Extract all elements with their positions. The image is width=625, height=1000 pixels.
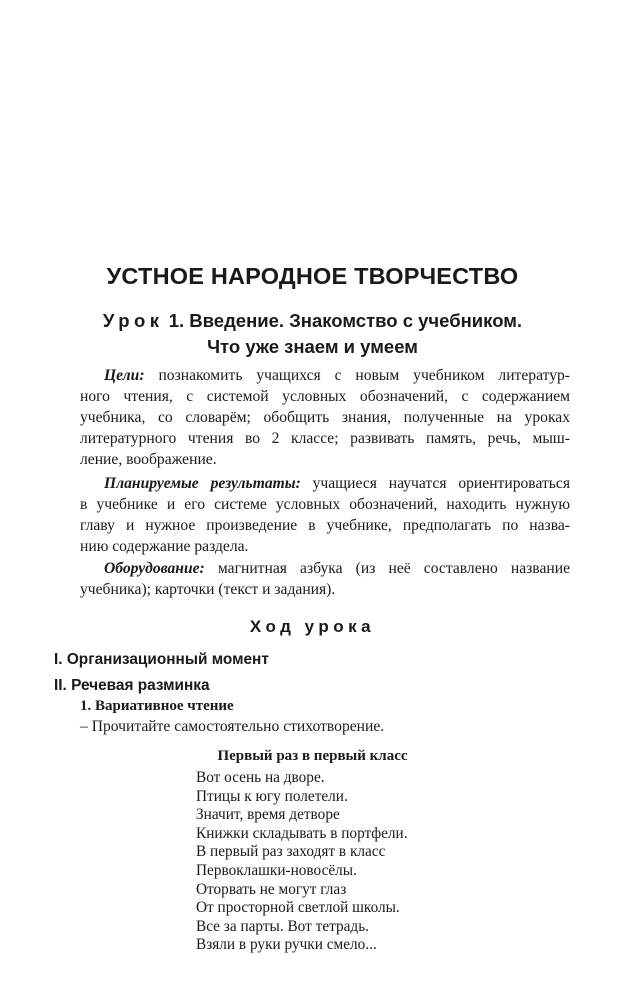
lesson-number-title: 1. Введение. Знакомство с учебником. — [168, 310, 523, 331]
course-heading: Ход урока — [249, 617, 376, 636]
poem-line: Значит, время детворе — [196, 806, 340, 824]
poem-line: Вот осень на дворе. — [196, 769, 325, 786]
poem-line: Все за парты. Вот тетрадь. — [196, 917, 370, 935]
instruction-text: – Прочитайте самостоятельно стихотворение. — [80, 718, 385, 735]
goals-label: Цели: — [104, 367, 145, 384]
stage-2-heading: II. Речевая разминка — [54, 677, 210, 694]
lesson-title-line1 — [0, 308, 625, 334]
lesson-title — [0, 308, 625, 360]
results-line: нию содержание раздела. — [80, 538, 249, 555]
poem-line: Оторвать не могут глаз — [196, 880, 347, 898]
equipment-line: учебника); карточки (текст и задания). — [80, 581, 336, 598]
poem-line: Первоклашки-новосёлы. — [196, 861, 357, 879]
poem-line: Взяли в руки ручки смело... — [196, 936, 377, 954]
results-paragraph — [80, 473, 570, 557]
poem — [196, 769, 408, 955]
goals-line: литературного чтения во 2 классе; развивать память, речь, мыш- — [80, 430, 570, 447]
equipment-paragraph — [80, 558, 570, 600]
poem-title: Первый раз в первый класс — [217, 748, 408, 764]
poem-line: От просторной светлой школы. — [196, 899, 400, 917]
results-line: Планируемые результаты: учащиеся научатся ориентироваться — [104, 475, 570, 492]
goals-line: учебника, со словарём; обобщить знания, полученные на уроках — [80, 409, 570, 426]
lesson-subtitle: Что уже знаем и умеем — [207, 336, 418, 357]
goals-line: ление, воображение. — [80, 451, 217, 468]
equipment-label: Оборудование: — [104, 560, 205, 577]
poem-line: Книжки складывать в портфели. — [196, 824, 408, 842]
poem-line: Птицы к югу полетели. — [196, 787, 348, 805]
goals-line: ного чтения, с системой условных обозначений, с содержанием — [80, 388, 570, 405]
results-label: Планируемые результаты: — [104, 475, 301, 492]
lesson-prefix: Урок — [102, 310, 164, 331]
goals-line: Цели: познакомить учащихся с новым учебником литератур- — [104, 367, 570, 384]
results-line: главу и нужное произведение в учебнике, предполагать по назва- — [80, 517, 570, 534]
goals-paragraph — [80, 365, 570, 470]
results-line: в учебнике и его системе условных обозначений, находить нужную — [80, 496, 570, 513]
equipment-line: Оборудование: магнитная азбука (из неё составлено название — [104, 560, 571, 577]
section-title: УСТНОЕ НАРОДНОЕ ТВОРЧЕСТВО — [106, 263, 519, 289]
poem-line: В первый раз заходят в класс — [196, 843, 386, 861]
stage-1-heading: I. Организационный момент — [54, 651, 269, 668]
subsection-heading: 1. Вариативное чтение — [80, 698, 234, 714]
